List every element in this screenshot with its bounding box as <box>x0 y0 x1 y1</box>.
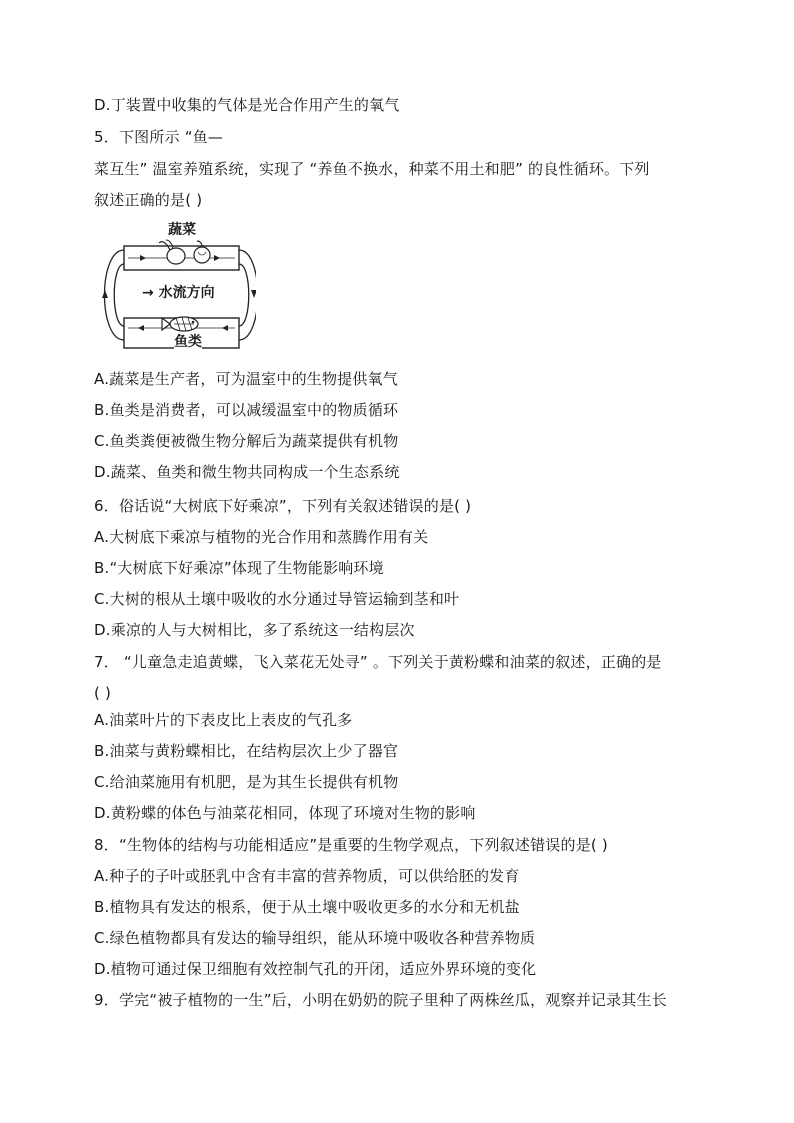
q5-stem-line-2: 菜互生” 温室养殖系统，实现了 “养鱼不换水，种菜不用土和肥” 的良性循环。下列 <box>94 160 650 178</box>
q5-option-c: C.鱼类粪便被微生物分解后为蔬菜提供有机物 <box>94 432 399 450</box>
q7-stem-line-2: ( ) <box>94 684 112 702</box>
diagram-label-fish: 鱼类 <box>174 334 202 350</box>
q7-option-a: A.油菜叶片的下表皮比上表皮的气孔多 <box>94 711 353 729</box>
q5-stem-line-1: 5．下图所示 “鱼— <box>94 128 224 146</box>
q6-option-b: B.“大树底下好乘凉”体现了生物能影响环境 <box>94 559 384 577</box>
q6-stem: 6．俗话说“大树底下好乘凉”，下列有关叙述错误的是( ) <box>94 497 472 515</box>
q8-option-d: D.植物可通过保卫细胞有效控制气孔的开闭，适应外界环境的变化 <box>94 960 537 978</box>
flow-arrow-icon <box>140 255 146 261</box>
q6-option-c: C.大树的根从土壤中吸收的水分通过导管运输到茎和叶 <box>94 590 460 608</box>
q5-option-a: A.蔬菜是生产者，可为温室中的生物提供氧气 <box>94 370 398 388</box>
diagram-label-flow-direction: → 水流方向 <box>142 285 215 301</box>
q5-option-b: B.鱼类是消费者，可以减缓温室中的物质循环 <box>94 401 399 419</box>
flow-arrow-icon <box>102 290 108 298</box>
q7-stem-line-1: 7． “儿童急走追黄蝶，飞入菜花无处寻” 。下列关于黄粉蝶和油菜的叙述，正确的是 <box>94 653 662 671</box>
q7-option-b: B.油菜与黄粉蝶相比，在结构层次上少了器官 <box>94 742 399 760</box>
flow-arrow-icon <box>214 255 220 261</box>
diagram-label-vegetables: 蔬菜 <box>168 222 196 238</box>
q5-stem-line-3: 叙述正确的是( ) <box>94 191 203 209</box>
q7-option-c: C.给油菜施用有机肥，是为其生长提供有机物 <box>94 773 399 791</box>
flow-arrow-icon <box>222 325 228 331</box>
vegetable-icon <box>159 240 210 264</box>
q9-stem-line-1: 9．学完“被子植物的一生”后，小明在奶奶的院子里种了两株丝瓜，观察并记录其生长 <box>94 991 667 1009</box>
q4-option-d: D.丁装置中收集的气体是光合作用产生的氧气 <box>94 96 400 114</box>
flow-arrow-icon <box>138 325 144 331</box>
q8-option-a: A.种子的子叶或胚乳中含有丰富的营养物质，可以供给胚的发育 <box>94 867 520 885</box>
q7-option-d: D.黄粉蝶的体色与油菜花相同，体现了环境对生物的影响 <box>94 804 476 822</box>
fish-icon <box>162 317 198 331</box>
q8-option-c: C.绿色植物都具有发达的输导组织，能从环境中吸收各种营养物质 <box>94 929 536 947</box>
q8-stem: 8．“生物体的结构与功能相适应”是重要的生物学观点，下列叙述错误的是( ) <box>94 836 608 854</box>
q8-option-b: B.植物具有发达的根系，便于从土壤中吸收更多的水分和无机盐 <box>94 898 520 916</box>
fish-vegetable-system-diagram <box>96 224 256 359</box>
q6-option-a: A.大树底下乘凉与植物的光合作用和蒸腾作用有关 <box>94 528 429 546</box>
q6-option-d: D.乘凉的人与大树相比，多了系统这一结构层次 <box>94 621 415 639</box>
flow-arrow-icon <box>251 290 256 298</box>
q5-option-d: D.蔬菜、鱼类和微生物共同构成一个生态系统 <box>94 463 400 481</box>
